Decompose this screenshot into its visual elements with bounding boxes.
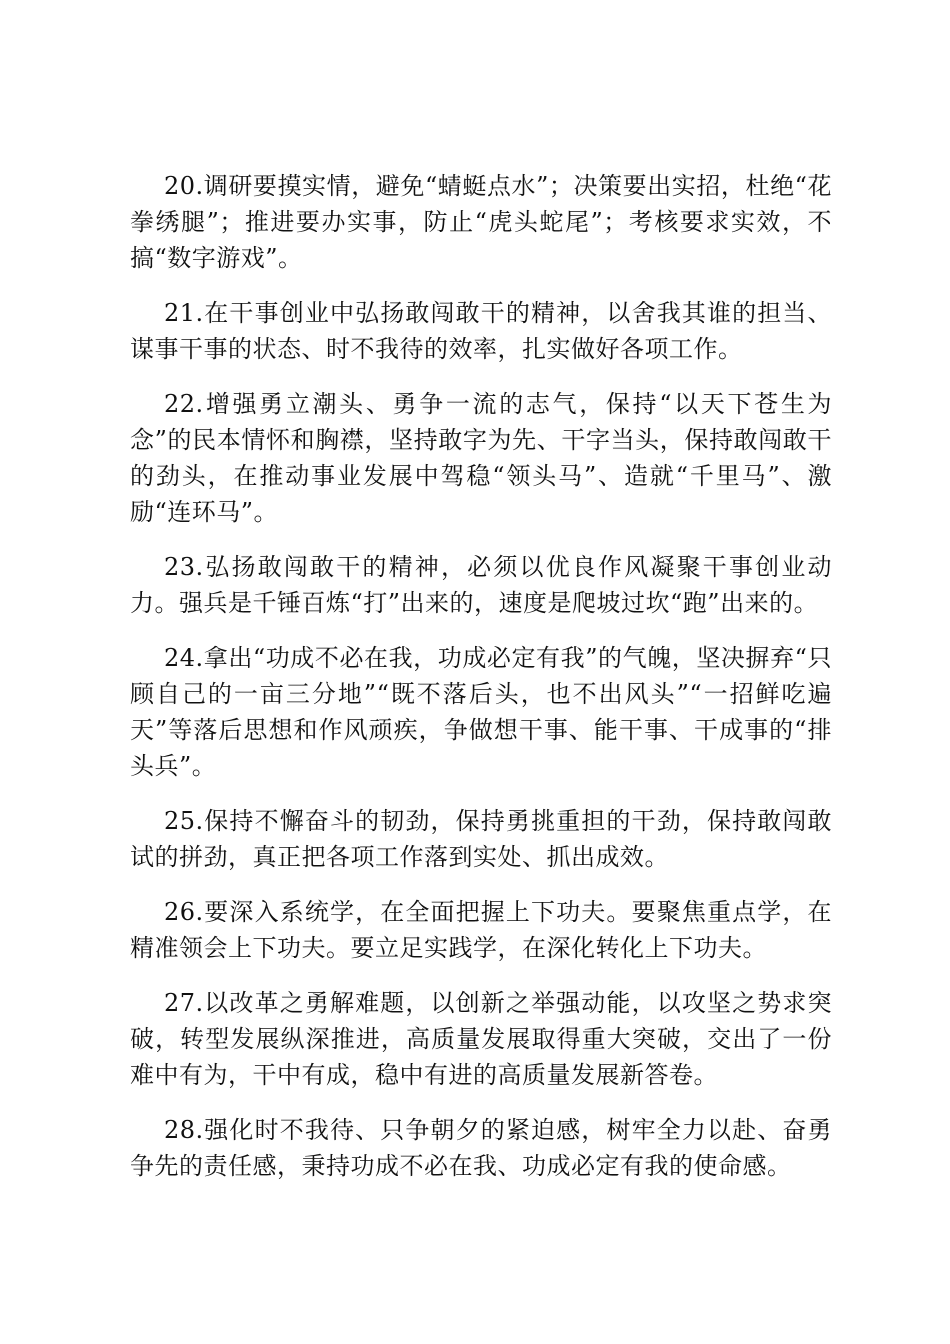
paragraph-23: 23.弘扬敢闯敢干的精神，必须以优良作风凝聚干事创业动力。强兵是千锤百炼“打”出来的，速度是爬坡过坎“跑”出来的。: [130, 553, 832, 617]
paragraph-25: 25.保持不懈奋斗的韧劲，保持勇挑重担的干劲，保持敢闯敢试的拼劲，真正把各项工作落到实处、抓出成效。: [130, 807, 832, 871]
paragraph-21: 21.在干事创业中弘扬敢闯敢干的精神，以舍我其谁的担当、谋事干事的状态、时不我待的效率，扎实做好各项工作。: [130, 299, 832, 363]
document-body: [130, 168, 832, 1203]
paragraph-22: 22.增强勇立潮头、勇争一流的志气，保持“以天下苍生为念”的民本情怀和胸襟，坚持敢字为先、干字当头，保持敢闯敢干的劲头，在推动事业发展中驾稳“领头马”、造就“千里马”、激励“连环马”。: [130, 390, 832, 526]
paragraph-20: 20.调研要摸实情，避免“蜻蜓点水”；决策要出实招，杜绝“花拳绣腿”；推进要办实事，防止“虎头蛇尾”；考核要求实效，不搞“数字游戏”。: [130, 172, 832, 272]
paragraph-26: 26.要深入系统学，在全面把握上下功夫。要聚焦重点学，在精准领会上下功夫。要立足实践学，在深化转化上下功夫。: [130, 898, 832, 962]
paragraph-28: 28.强化时不我待、只争朝夕的紧迫感，树牢全力以赴、奋勇争先的责任感，秉持功成不必在我、功成必定有我的使命感。: [130, 1116, 832, 1180]
paragraph-24: 24.拿出“功成不必在我，功成必定有我”的气魄，坚决摒弃“只顾自己的一亩三分地”“既不落后头，也不出风头”“一招鲜吃遍天”等落后思想和作风顽疾，争做想干事、能干事、干成事的“排头兵”。: [130, 644, 832, 780]
paragraph-27: 27.以改革之勇解难题，以创新之举强动能，以攻坚之势求突破，转型发展纵深推进，高质量发展取得重大突破，交出了一份难中有为，干中有成，稳中有进的高质量发展新答卷。: [130, 989, 832, 1089]
